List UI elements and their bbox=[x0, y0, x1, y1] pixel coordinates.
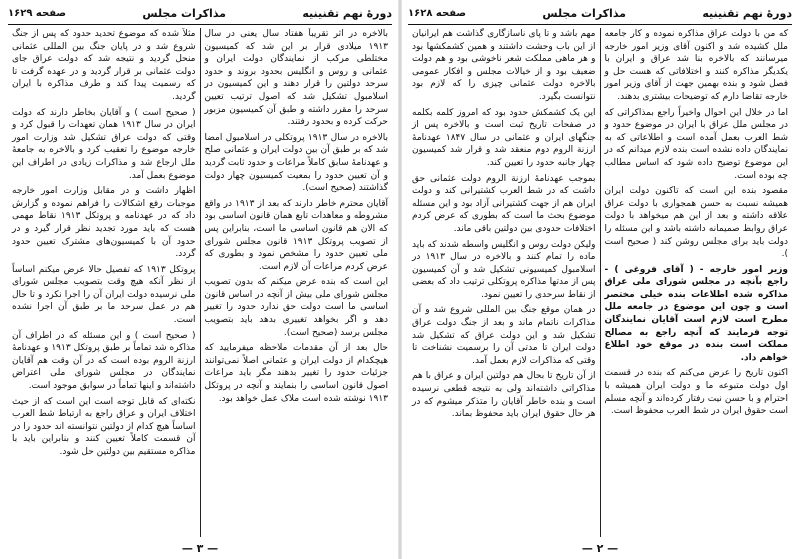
paragraph: در همان موقع جنگ بین المللی شروع شد و آن مذاکرات ناتمام ماند و بعد از جنگ دولت عراق تشکیل شد و این دولت عراق که تشکیل شد دولت ایران تا مدتی آن را برسمیت نشناخت تا وقتی که مذاکرات لازم بعمل آمد. bbox=[412, 305, 596, 366]
paragraph: این یک کشمکش حدود بود که امروز کلمه بکلمه در صفحات تاریخ ثبت است و بالاخره پس از جنگهای ایران و عثمانی در سال ۱۸۴۷ عهدنامهٔ ارزنة الروم دوم منعقد شد و قرار شد کمیسیون چهار جانبه حدود را تعیین کند. bbox=[412, 107, 596, 168]
paragraph: اکنون تاریخ را عرض می‌کنم که بنده در قسمت اول دولت متبوعه ما و دولت ایران همیشه با احترام و با حسن نیت رفتار کرده‌اند و آنچه مسلم است حقوق ایران در شط العرب محفوظ است. bbox=[604, 368, 788, 417]
paragraph: این است که بنده عرض میکنم که بدون تصویب مجلس شورای ملی بیش از آنچه در اساس قانون اساسی ما است دولت حق ندارد حدود را تغییر دهد و اگر بخواهد تغییری بدهد باید بتصویب مجلس برسد (صحیح است). bbox=[204, 277, 388, 338]
paragraph: حال بعد از آن مقدمات ملاحظه میفرمایید که هیچکدام از دولت ایران و عثمانی اصلاً نمی‌توانند جزئیات حدود را تغییر بدهند مگر باید مراعات اصول قانون اساسی را بنمایند و آنچه در پروتکل ۱۹۱۳ نوشته شده است ملاک عمل خواهد بود. bbox=[204, 343, 388, 404]
paragraph: نکته‌ای که قابل توجه است این است که از حیث اختلاف ایران و عراق راجع به ارتباط شط العرب اساساً هیچ کدام از دولتین نتوانسته اند حدود را در آن قسمت کاملاً تعیین کنند و بنابراین باید با مذاکره مستقیم بین دولتین حل شود. bbox=[12, 396, 196, 457]
right-page-right-column bbox=[601, 28, 793, 537]
paragraph: وزیر امور خارجه - ( آقای فروغی ) - راجع بآنچه در مجلس شورای ملی عراق مذاکره شده اطلاعات بنده خیلی مختصر است و چون این موضوع در جامعه ملل مطرح است لازم است آقایان نمایندگان توجه فرمایند که آنچه راجع به مصالح مملکت است بنده در موقع خود اطلاع خواهم داد. bbox=[604, 264, 788, 363]
paragraph: پروتکل ۱۹۱۳ که تفصیل حالا عرض میکنم اساساً از نظر آنکه هیچ وقت بتصویب مجلس شورای ملی نرسیده دولت ایران آن را اجرا نکرد و تا حال هم در عمل سرحد ما بر طبق آن اجرا نشده است. bbox=[12, 264, 196, 326]
right-page bbox=[400, 0, 800, 559]
paragraph: که من با دولت عراق مذاکره نموده و کار جامعه ملل کشیده شد و اکنون آقای وزیر امور خارجه میرسانند که بالاخره بنا شد عراق و ایران با یکدیگر مذاکره کنند و اختلافاتی که هست حل و فصل شود و بنده بهمین جهت از آقای وزیر امور خارجه تقاضا دارم که توضیحات بیشتری بدهند. bbox=[604, 29, 788, 102]
paragraph: بالاخره در سال ۱۹۱۳ پروتکلی در اسلامبول امضا شد که بر طبق آن بین دولت ایران و عثمانی صلح و عهدنامهٔ سابق کاملاً مراعات و حدود ثابت گردید و آن تعیین حدود را بمعیت کمیسیون چهار دولت گذاشتند (صحیح است). bbox=[204, 132, 388, 194]
paragraph: آقایان محترم خاطر دارند که بعد از ۱۹۱۳ در واقع مشروطه و معاهدات تابع همان قانون اساسی بود که الان هم قانون اساسی ما است، بنابراین پس از تصویب پروتکل ۱۹۱۳ قانون مجلس شورای ملی تعیین حدود را مشخص نمود و بطوری که عرض کردم مراعات آن لازم است. bbox=[204, 198, 389, 272]
right-page-number: — ۲ — bbox=[581, 542, 619, 555]
right-page-label: صفحه ۱۶۲۸ bbox=[408, 7, 467, 19]
paragraph: مثلاً شده که موضوع تحدید حدود که پس از جنگ شروع شد و در پایان جنگ بین المللی عثمانی منحل گردید و نتیجه شد که دولت عراق جای دولت عثمانی بر قرار گردید و در عهده گرفت تا که رسمیت پیدا کند و طرف مذاکره با ایران گردید. bbox=[12, 29, 196, 102]
right-header-rule bbox=[408, 24, 792, 25]
right-page-header bbox=[408, 4, 792, 22]
right-page-term: دورهٔ نهم تقنینیه bbox=[702, 6, 792, 20]
right-columns bbox=[408, 28, 792, 537]
right-page-title: مذاکرات مجلس bbox=[542, 6, 626, 20]
left-page-title: مذاکرات مجلس bbox=[142, 6, 226, 20]
left-page-term: دورهٔ نهم تقنینیه bbox=[302, 6, 392, 20]
paragraph: مقصود بنده این است که تاکنون دولت ایران همیشه نسبت به حسن همجواری با دولت عراق علاقه داشته و بعد از این هم میخواهد با دولت عراق روابط صمیمانه داشته باشد و این مسئله را دولت باید برای مجلس روشن کند ( صحیح است ). bbox=[604, 186, 788, 260]
paragraph: اظهار داشت و در مقابل وزارت امور خارجه موجبات رفع اشکالات را فراهم نموده و گزارش داد که در عهدنامه و پروتکل ۱۹۱۳ نقاط مهمی هست که باید مورد تجدید نظر قرار گیرد و در حدود آن با کمیسیون‌های مشترک تعیین حدود گردد. bbox=[12, 186, 196, 260]
left-page-label: صفحه ۱۶۲۹ bbox=[8, 7, 67, 19]
left-page-left-column bbox=[8, 28, 200, 537]
column-divider bbox=[200, 28, 201, 537]
right-page-left-column bbox=[408, 28, 600, 537]
left-header-rule bbox=[8, 24, 392, 25]
paragraph: ولیکن دولت روس و انگلیس واسطه شدند که باید ماده را تمام کنند و بالاخره در سال ۱۹۱۳ در اسلامبول کمیسیونی تشکیل شد و آن کمیسیون پس از مدتها مذاکره پروتکلی ترتیب داد که بعضی از نقاط سرحدی را تعیین نمود. bbox=[412, 239, 596, 300]
left-columns bbox=[8, 28, 392, 537]
paragraph: بموجب عهدنامهٔ ارزنة الروم دولت عثمانی حق داشت که در شط العرب کشتیرانی کند و دولت ایران هم از جهت کشتیرانی آزاد بود و این مسئله موضوع بحث ما است که بطوری که عرض کردم اختلافات حدودی بین دولتین باقی ماند. bbox=[412, 173, 596, 234]
left-page-header bbox=[8, 4, 392, 22]
paragraph: از آن تاریخ تا بحال هم دولتین ایران و عراق با هم مذاکراتی داشته‌اند ولی به نتیجه قطعی نرسیده است و بنده خاطر آقایان را متذکر میشوم که در هر حال حقوق ایران باید محفوظ بماند. bbox=[412, 371, 596, 420]
column-divider bbox=[600, 28, 601, 537]
paragraph: بالاخره در اثر تقریباً هفتاد سال یعنی در سال ۱۹۱۳ میلادی قرار بر این شد که کمیسیون مختلطی مرکب از نمایندگان دولت ایران و عثمانی و روس و انگلیس بحدود بروند و حدود سرحد دولتین را قرار دهند و این کمیسیون در اسلامبول تشکیل شد که اصول ترتیب تعیین سرحد را مقرر داشته و طبق آن کمیسیون مزبور حرکت کرده و بحدود رفتند. bbox=[204, 29, 388, 128]
paragraph: مهم باشد و تا پای ناسازگاری گذاشت هم ایرانیان از این باب وحشت داشتند و همین کشمکشها بود و هر ماهی مملکت شعر ناخوشی بود و هم دولت ضعیف بود و از خیالات مجلس و افکار عمومی بالاخره دولت عثمانی چیزی را که لازم بود نتوانست بگیرد. bbox=[412, 29, 596, 102]
paragraph: اما در خلال این احوال واخیراً راجع بمذاکراتی که در مجلس ملل عراق با ایران در موضوع حدود و شط العرب بعمل آمده است و اطلاعاتی که به نمایندگان داده نشده است بنده لازم میدانم که در این موضوع توضیح داده شود که اساس مطالب چه بوده است. bbox=[604, 107, 788, 181]
left-page-right-column bbox=[201, 28, 393, 537]
paragraph: ( صحیح است ) و این مسئله که در اطراف آن مذاکره شد تماماً بر طبق پروتکل ۱۹۱۳ و عهدنامهٔ ارزنة الروم بوده است که در آن وقت هم آقایان نمایندگان در مجلس شورای ملی اعتراض داشته‌اند و اینها تماماً در سوابق موجود است. bbox=[12, 330, 196, 392]
paragraph: ( صحیح است ) و آقایان بخاطر دارند که دولت ایران در سال ۱۹۱۳ همان تعهدات را قبول کرد و وقتی که دولت عراق تشکیل شد وزارت امور خارجه موضوع را تعقیب کرد و بالاخره به جامعهٔ ملل ارجاع شد و مذاکرات زیادی در اطراف این موضوع بعمل آمد. bbox=[12, 107, 196, 181]
left-page-number: — ۳ — bbox=[181, 542, 219, 555]
